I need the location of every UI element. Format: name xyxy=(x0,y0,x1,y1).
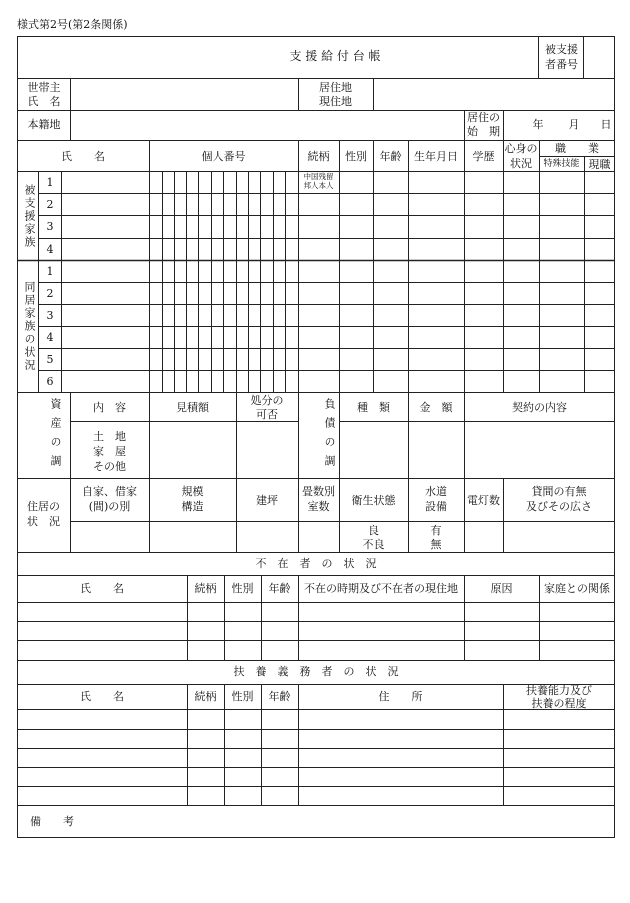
recipient-row-number: 1 xyxy=(46,176,54,189)
housing-col-water-1: 水道 xyxy=(425,485,447,498)
member-col-job: 職 業 xyxy=(555,142,599,155)
sanitation-value-good: 良 xyxy=(368,524,379,537)
housing-col-floor: 建坪 xyxy=(256,494,278,507)
cohabiting-row-number: 1 xyxy=(46,265,54,278)
housing-col-ownership-1: 自家、借家 xyxy=(82,485,137,498)
member-col-job-skill: 特殊技能 xyxy=(543,159,580,169)
absent-section-title: 不 在 者 の 状 況 xyxy=(255,557,377,570)
support-col-sex: 性別 xyxy=(231,690,254,703)
recipient-family-label: 被支援家族 xyxy=(23,183,36,249)
cohabiting-family-label: 同居家族の状況 xyxy=(23,280,36,372)
absent-col-relation: 続柄 xyxy=(194,582,217,595)
absent-col-sex: 性別 xyxy=(231,582,254,595)
support-col-relation: 続柄 xyxy=(194,690,217,703)
date-month-label: 月 xyxy=(568,118,580,131)
recipient-number-label-2: 者番号 xyxy=(545,58,578,71)
member-col-education: 学歴 xyxy=(472,150,495,163)
housing-col-scale-2: 構造 xyxy=(181,500,204,513)
housing-group-label-1: 住居の xyxy=(27,500,60,513)
support-duty-section-title: 扶 養 義 務 者 の 状 況 xyxy=(233,665,399,678)
domicile-label: 本籍地 xyxy=(27,118,61,131)
housing-col-ownership-2: (間)の別 xyxy=(88,500,131,513)
housing-group-label-2: 状 況 xyxy=(27,515,60,528)
date-year-label: 年 xyxy=(532,118,544,131)
housing-col-rental-1: 貸間の有無 xyxy=(531,485,587,498)
form-title: 支 援 給 付 台 帳 xyxy=(289,49,381,63)
support-col-ability-1: 扶養能力及び xyxy=(526,684,592,697)
asset-item-other: その他 xyxy=(93,460,126,473)
assets-col-estimate: 見積額 xyxy=(176,401,209,414)
cohabiting-row-number: 3 xyxy=(46,309,54,322)
debts-group-label: 負債の調 xyxy=(323,398,336,474)
form-number: 様式第2号(第2条関係) xyxy=(17,18,128,31)
housing-col-rental-2: 及びその広さ xyxy=(526,500,592,513)
water-value-yes: 有 xyxy=(430,524,442,537)
recipient-row-number: 4 xyxy=(46,243,54,256)
housing-col-water-2: 設備 xyxy=(425,500,447,513)
residence-label-2: 現住地 xyxy=(319,95,352,108)
member-col-age: 年齢 xyxy=(379,150,402,163)
housing-col-rooms-1: 畳数別 xyxy=(302,485,335,498)
cohabiting-row-number: 5 xyxy=(46,353,54,366)
sanitation-value-poor: 不良 xyxy=(362,538,385,551)
support-col-address: 住 所 xyxy=(378,690,423,703)
date-day-label: 日 xyxy=(600,118,612,131)
debts-col-amount: 金 額 xyxy=(419,401,453,414)
absent-col-name: 氏 名 xyxy=(80,582,124,595)
water-value-no: 無 xyxy=(430,538,442,551)
support-col-age: 年齢 xyxy=(268,690,291,703)
recipient-number-label-1: 被支援 xyxy=(545,43,578,56)
assets-col-disposal-2: 可否 xyxy=(256,408,278,421)
assets-col-disposal-1: 処分の xyxy=(250,394,284,407)
debts-col-kind: 種 類 xyxy=(357,401,390,414)
cohabiting-row-number: 2 xyxy=(46,287,54,300)
support-col-ability-2: 扶養の程度 xyxy=(531,697,587,710)
member-col-health-2: 状況 xyxy=(510,157,532,170)
member-col-job-current: 現職 xyxy=(588,158,611,171)
cohabiting-row-number: 4 xyxy=(46,331,54,344)
first-row-relation-1: 中国残留 xyxy=(303,172,334,181)
remarks-label: 備 考 xyxy=(30,815,74,828)
recipient-row-number: 2 xyxy=(46,198,54,211)
support-col-name: 氏 名 xyxy=(80,690,124,703)
head-label-2: 氏 名 xyxy=(27,95,61,108)
absent-col-reason: 原因 xyxy=(490,582,513,595)
member-col-health-1: 心身の xyxy=(504,142,538,155)
recipient-row-number: 3 xyxy=(46,220,54,233)
residence-label-1: 居住地 xyxy=(319,81,352,94)
assets-group-label: 資産の調 xyxy=(49,398,62,474)
debts-col-contract: 契約の内容 xyxy=(512,401,567,414)
member-col-birth: 生年月日 xyxy=(414,150,458,163)
assets-col-content: 内 容 xyxy=(93,401,126,414)
member-col-name: 氏 名 xyxy=(61,150,105,163)
absent-col-age: 年齢 xyxy=(268,582,291,595)
member-col-sex: 性別 xyxy=(345,150,367,163)
asset-item-land: 土 地 xyxy=(93,430,126,443)
asset-item-house: 家 屋 xyxy=(93,445,126,458)
first-row-relation-2: 邦人本人 xyxy=(303,181,334,190)
member-col-relation: 続柄 xyxy=(307,150,330,163)
member-col-id: 個人番号 xyxy=(201,150,246,163)
residence-start-label-2: 始 期 xyxy=(467,125,500,138)
housing-col-rooms-2: 室数 xyxy=(307,500,330,513)
residence-start-label-1: 居住の xyxy=(467,111,500,124)
housing-col-sanitation: 衛生状態 xyxy=(351,494,396,507)
cohabiting-row-number: 6 xyxy=(46,375,54,388)
absent-col-period: 不在の時期及び不在者の現住地 xyxy=(304,582,458,595)
housing-col-scale-1: 規模 xyxy=(181,485,204,498)
head-label-1: 世帯主 xyxy=(27,81,61,94)
housing-col-lights: 電灯数 xyxy=(467,494,500,507)
absent-col-family-relation: 家庭との関係 xyxy=(544,582,610,595)
